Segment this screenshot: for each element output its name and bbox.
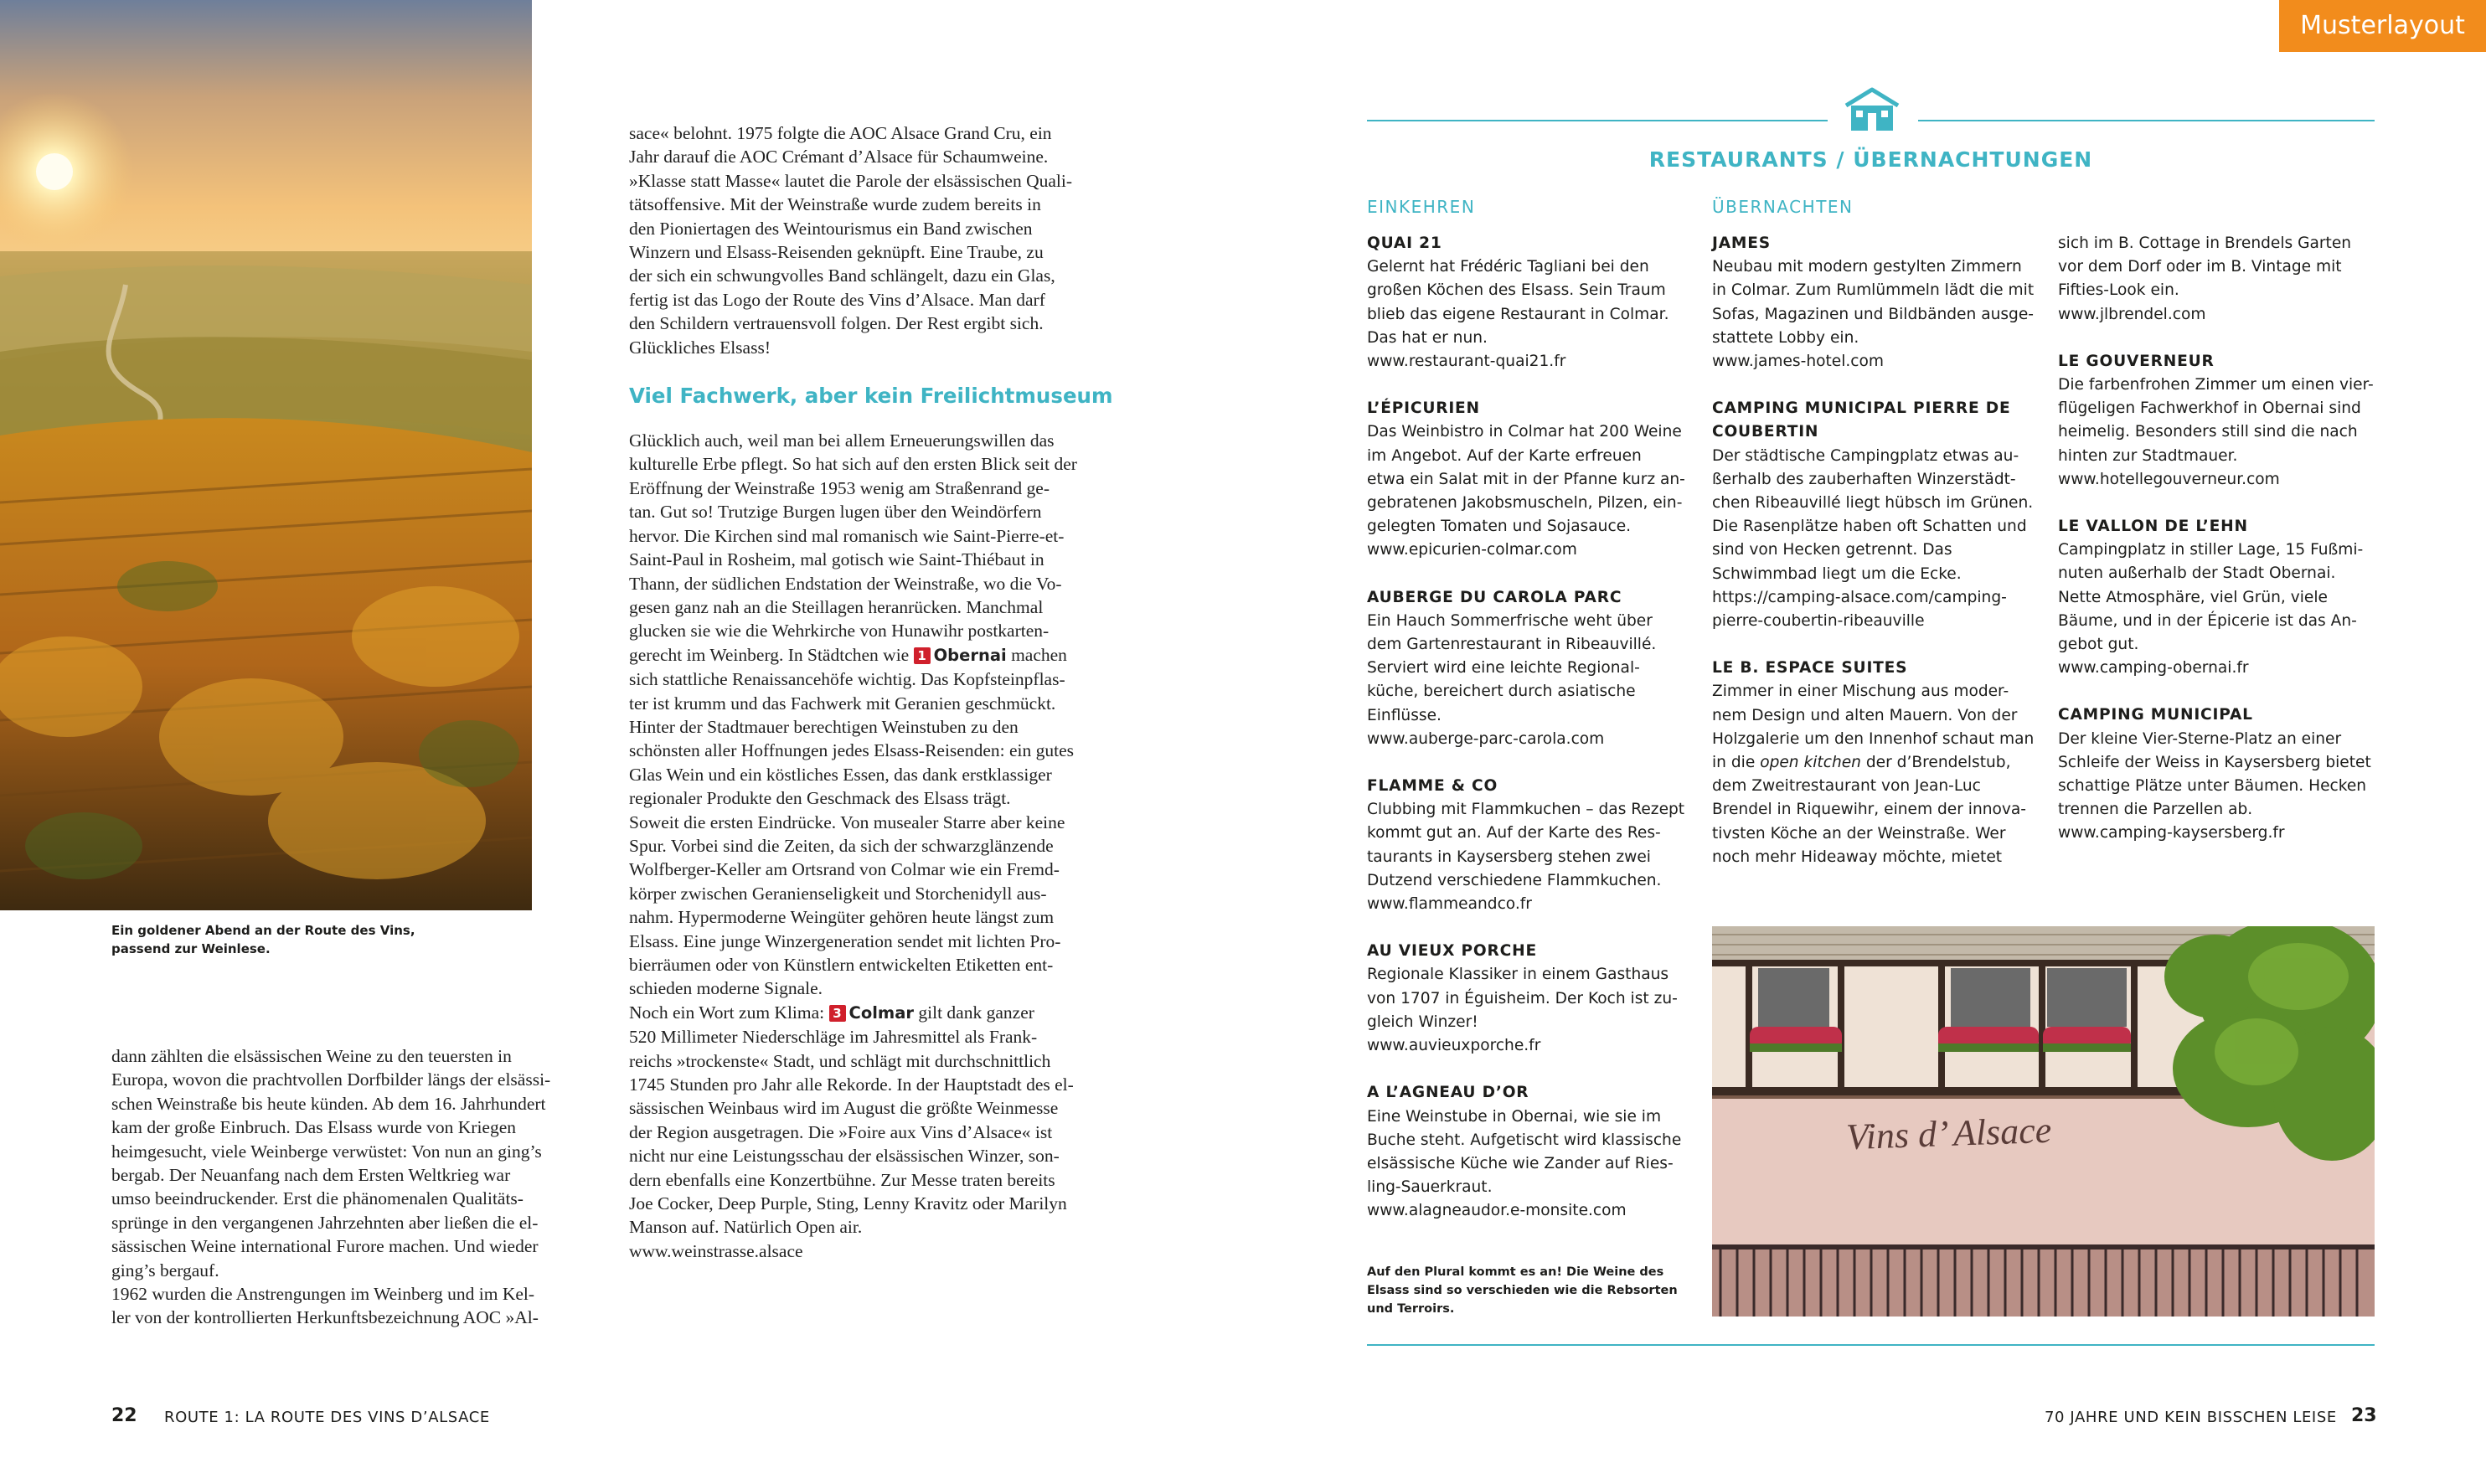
listing-name: AU VIEUX PORCHE: [1367, 942, 1537, 961]
text-line: Glas Wein und ein köstliches Essen, das dank erstklassiger: [629, 764, 1052, 785]
listing-text-line: ling-Sauerkraut.: [1367, 1178, 1493, 1197]
text-line: kam der große Einbruch. Das Elsass wurde von Kriegen: [111, 1117, 517, 1138]
text-line: den Pioniertagen des Weintourismus ein Band zwischen: [629, 218, 1033, 239]
listing-text-line: [1712, 751, 2039, 775]
text-line: tätsoffensive. Mit der Weinstraße wurde zudem bereits in: [629, 194, 1041, 215]
uebernachten-list-a: [1712, 232, 2039, 893]
text-line: 520 Millimeter Niederschläge im Jahresmittel als Frank-: [629, 1027, 1038, 1048]
listing-text-line: Dutzend verschiedene Flammkuchen.: [1367, 871, 1662, 889]
listing-entry: [2058, 350, 2385, 492]
text-line: nahm. Hypermoderne Weingüter gehören heute längst zum: [629, 907, 1055, 928]
listing-text-line: ßerhalb des zauberhaften Winzerstädt-: [1712, 470, 2016, 488]
listing-name-cont: COUBERTIN: [1712, 423, 1819, 441]
body-text-col2-top: [629, 121, 1123, 359]
text-line: sässischen Weine international Furore machen. Und wieder: [111, 1236, 539, 1257]
musterlayout-stamp: [2279, 0, 2486, 52]
listing-text-line: www.epicurien-colmar.com: [1367, 541, 1577, 559]
text-line: Spur. Vorbei sind die Zeiten, da sich der schwarzglänzende: [629, 835, 1054, 856]
listing-text-line: Serviert wird eine leichte Regional-: [1367, 659, 1640, 678]
text-line: Hinter der Stadtmauer berechtigen Weinstuben zu den: [629, 716, 1019, 737]
text-line: ter ist krumm und das Fachwerk mit Geranien geschmückt.: [629, 693, 1056, 714]
listing-text-line: in Colmar. Zum Rumlümmeln lädt die mit: [1712, 281, 2035, 300]
vins-dalsace-photo: [1712, 926, 2375, 1317]
text-line: Europa, wovon die prachtvollen Dorfbilder längs der elsässi-: [111, 1069, 551, 1090]
listing-text-line: Sofas, Magazinen und Bildbänden ausge-: [1712, 305, 2035, 323]
listing-text-line: www.camping-kaysersberg.fr: [2058, 824, 2285, 842]
listing-text-line: Ein Hauch Sommerfrische weht über: [1367, 611, 1653, 630]
listing-text-line: Campingplatz in stiller Lage, 15 Fußmi-: [2058, 541, 2364, 559]
listing-text-line: www.auberge-parc-carola.com: [1367, 729, 1605, 748]
box-title: RESTAURANTS / ÜBERNACHTUNGEN: [1648, 147, 2093, 172]
listing-text-line: Das hat er nun.: [1367, 328, 1488, 347]
listing-text-line: großen Köchen des Elsass. Sein Traum: [1367, 281, 1666, 300]
map-marker-1-icon: 1: [914, 647, 931, 664]
text-line: Winzern und Elsass-Reisenden geknüpft. Eine Traube, zu: [629, 242, 1044, 263]
place-obernai: Obernai: [933, 645, 1007, 665]
listing-entry: [1367, 397, 1694, 562]
listing-text-line: etwa ein Salat mit in der Pfanne kurz an-: [1367, 470, 1685, 488]
listing-text-line: Das Weinbistro in Colmar hat 200 Weine: [1367, 423, 1682, 441]
uebernachten-list-b: [2058, 232, 2385, 869]
listing-name: AUBERGE DU CAROLA PARC: [1367, 588, 1622, 606]
listing-name: L’ÉPICURIEN: [1367, 399, 1480, 418]
text-line: sace« belohnt. 1975 folgte die AOC Alsace Grand Cru, ein: [629, 123, 1052, 143]
text-line: kulturelle Erbe pflegt. So hat sich auf den ersten Blick seit der: [629, 454, 1077, 475]
text-line: sprünge in den vergangenen Jahrzehnten aber ließen die el-: [111, 1212, 539, 1233]
text-line: dern ebenfalls eine Konzertbühne. Zur Messe traten bereits: [629, 1169, 1055, 1190]
einkehren-list: [1367, 232, 1694, 1247]
text-line: schönsten aller Hoffnungen jedes Elsass-Reisenden: ein gutes: [629, 740, 1075, 761]
text-line: ging’s bergauf.: [111, 1260, 219, 1280]
text-line: Jahr darauf die AOC Crémant d’Alsace für Schaumweine.: [629, 147, 1049, 167]
text-line: reichs »trockenste« Stadt, und schlägt mit durchschnittlich: [629, 1050, 1051, 1071]
body-text-col2-a: [629, 429, 1123, 643]
text-line: Eröffnung der Weinstraße 1953 wenig am Straßenrand ge-: [629, 477, 1050, 498]
text-line: der sich ein schwungvolles Band schlängelt, dazu ein Glas,: [629, 265, 1055, 286]
sign-text: Vins d’ Alsace: [1845, 1109, 2053, 1158]
text-line: Joe Cocker, Deep Purple, Sting, Lenny Kravitz oder Marilyn: [629, 1193, 1067, 1214]
subheading: Viel Fachwerk, aber kein Freilichtmuseum: [629, 384, 1113, 409]
listing-text-line: nem Design und alten Mauern. Von der: [1712, 706, 2018, 724]
body-text-col1: [111, 1044, 597, 1330]
listing-entry: [1712, 397, 2039, 633]
listing-text-line: www.alagneaudor.e-monsite.com: [1367, 1202, 1627, 1220]
text-line: tan. Gut so! Trutzige Burgen lugen über den Weindörfern: [629, 502, 1042, 523]
listing-entry: [1367, 940, 1694, 1058]
listing-text-line: schattige Plätze unter Bäumen. Hecken: [2058, 777, 2367, 796]
listing-text-line: Bäume, und in der Épicerie ist das An-: [2058, 611, 2357, 630]
listing-text-line: chen Ribeauvillé liegt hübsch im Grünen.: [1712, 494, 2034, 513]
listing-name: FLAMME & CO: [1367, 777, 1498, 796]
running-footer-right: 70 JAHRE UND KEIN BISSCHEN LEISE: [2045, 1409, 2337, 1426]
listing-text-line: elsässische Küche wie Zander auf Ries-: [1367, 1154, 1674, 1172]
text-line: umso beeindruckender. Erst die phänomenalen Qualitäts-: [111, 1188, 524, 1209]
italic-text: open kitchen: [1760, 754, 1861, 772]
text-line: nicht nur eine Leistungsschau der elsässischen Winzer, son-: [629, 1146, 1060, 1167]
listing-text-line: Gelernt hat Frédéric Tagliani bei den: [1367, 258, 1649, 276]
listing-text-line: Die farbenfrohen Zimmer um einen vier-: [2058, 376, 2374, 394]
listing-text-line: heimelig. Besonders still sind die nach: [2058, 423, 2358, 441]
listing-text-line: dem Zweitrestaurant von Jean-Luc: [1712, 777, 1981, 796]
listing-entry: [1712, 657, 2039, 869]
text-line: Elsass. Eine junge Winzergeneration sendet mit lichten Pro-: [629, 930, 1061, 951]
listing-text-line: blieb das eigene Restaurant in Colmar.: [1367, 305, 1669, 323]
listing-entry: [1367, 775, 1694, 916]
listing-text-line: küche, bereichert durch asiatische: [1367, 683, 1636, 701]
house-icon: [1843, 87, 1901, 134]
box-top-rule-right: [1918, 120, 2375, 121]
listing-text-line: Einflüsse.: [1367, 706, 1442, 724]
listing-text-line: Schwimmbad liegt um die Ecke.: [1712, 564, 1962, 583]
listing-text-line: Clubbing mit Flammkuchen – das Rezept: [1367, 801, 1685, 819]
listing-text-line: www.hotellegouverneur.com: [2058, 470, 2280, 488]
listing-name: LE VALLON DE L’EHN: [2058, 518, 2248, 536]
box-top-rule-left: [1367, 120, 1828, 121]
listing-text-line: gebratenen Jakobsmuscheln, Pilzen, ein-: [1367, 494, 1683, 513]
listing-text-line: taurants in Kaysersberg stehen zwei: [1367, 848, 1651, 866]
listing-text-line: www.james-hotel.com: [1712, 353, 1885, 371]
listing-text-line: im Angebot. Auf der Karte erfreuen: [1367, 446, 1642, 465]
listing-text-line: Neubau mit modern gestylten Zimmern: [1712, 258, 2022, 276]
colmar-line: Noch ein Wort zum Klima: 3 Colmar gilt dank ganzer: [629, 1002, 1034, 1023]
box-bottom-rule: [1367, 1344, 2375, 1346]
text-fragment: in die: [1712, 754, 1761, 772]
listing-name: LE B. ESPACE SUITES: [1712, 659, 1908, 678]
listing-name: A L’AGNEAU D’OR: [1367, 1084, 1529, 1102]
listing-text-line: Holzgalerie um den Innenhof schaut man: [1712, 729, 2035, 748]
listing-name: CAMPING MUNICIPAL: [2058, 706, 2253, 724]
photo-caption-right: Auf den Plural kommt es an! Die Weine des Elsass sind so verschieden wie die Rebsorten und Terroirs.: [1367, 1265, 1678, 1316]
listing-entry: [1367, 586, 1694, 751]
photo-caption-left: Ein goldener Abend an der Route des Vins, passend zur Weinlese.: [111, 923, 415, 956]
text-line: Glücklich auch, weil man bei allem Erneuerungswillen das: [629, 430, 1055, 451]
running-footer-left: ROUTE 1: LA ROUTE DES VINS D’ALSACE: [164, 1409, 490, 1426]
listing-text-line: gebot gut.: [2058, 636, 2139, 654]
listing-text-line: www.flammeandco.fr: [1367, 895, 1532, 914]
listing-name: CAMPING MUNICIPAL PIERRE DE: [1712, 399, 2011, 418]
text-line: schieden moderne Signale.: [629, 978, 823, 999]
listing-text-line: Fifties-Look ein.: [2058, 281, 2179, 300]
listing-text-line: sind von Hecken getrennt. Das: [1712, 541, 1952, 559]
text-line: regionaler Produkte den Geschmack des Elsass trägt.: [629, 788, 1011, 809]
body-text-col2: [629, 121, 1123, 1263]
text-line: Wolfberger-Keller am Ortsrand von Colmar wie ein Fremd-: [629, 859, 1060, 880]
listing-text-line: www.restaurant-quai21.fr: [1367, 353, 1566, 371]
listing-text-line: www.camping-obernai.fr: [2058, 659, 2249, 678]
text-line: körper zwischen Geranienseligkeit und Storchenidyll aus-: [629, 883, 1047, 904]
listing-text-line: Der kleine Vier-Sterne-Platz an einer: [2058, 729, 2342, 748]
text-line: 1962 wurden die Anstrengungen im Weinberg und im Kel-: [111, 1284, 535, 1305]
text-line: bergab. Der Neuanfang nach dem Ersten Weltkrieg war: [111, 1165, 511, 1186]
text-line: Saint-Paul in Rosheim, mal gotisch wie Saint-Thiébaut in: [629, 549, 1044, 570]
listing-text-line: gelegten Tomaten und Sojasauce.: [1367, 518, 1632, 536]
text-line: der Region ausgetragen. Die »Foire aux Vins d’Alsace« ist: [629, 1121, 1053, 1142]
stamp-label: Musterlayout: [2300, 11, 2465, 40]
listing-text-line: tivsten Köche an der Weinstraße. Wer: [1712, 824, 2006, 842]
text-line: bierräumen oder von Künstlern entwickelten Etiketten ent-: [629, 955, 1054, 975]
listing-text-line: trennen die Parzellen ab.: [2058, 801, 2253, 819]
listing-text-line: Brendel in Riquewihr, einem der innova-: [1712, 801, 2026, 819]
text-line: Manson auf. Natürlich Open air.: [629, 1217, 863, 1238]
listing-text-line: sich im B. Cottage in Brendels Garten: [2058, 234, 2352, 252]
listing-entry: [1367, 1081, 1694, 1223]
text-line: gesen ganz nah an die Steillagen heranrücken. Manchmal: [629, 596, 1044, 617]
listing-text-line: Regionale Klassiker in einem Gasthaus: [1367, 966, 1669, 984]
listing-text-line: https://camping-alsace.com/camping-: [1712, 588, 2007, 606]
page-number-left: 22: [111, 1405, 137, 1426]
text-line: sich stattliche Renaissancehöfe wichtig. Das Kopfsteinpflas-: [629, 669, 1065, 690]
text-line: schen Weinstraße bis heute künden. Ab dem 16. Jahrhundert: [111, 1093, 546, 1114]
listing-text-line: pierre-coubertin-ribeauville: [1712, 612, 1925, 631]
map-marker-3-icon: 3: [829, 1005, 846, 1022]
listing-entry: [2058, 703, 2385, 845]
listing-text-line: Der städtische Campingplatz etwas au-: [1712, 446, 2019, 465]
listing-text-line: von 1707 in Éguisheim. Der Koch ist zu-: [1367, 989, 1678, 1007]
text-line: Soweit die ersten Eindrücke. Von musealer Starre aber keine: [629, 812, 1065, 832]
column-heading-uebernachten: ÜBERNACHTEN: [1712, 197, 1854, 217]
body-text-col2-b: [629, 667, 1123, 1001]
listing-text-line: gleich Winzer!: [1367, 1013, 1478, 1031]
listing-text-line: Die Rasenplätze haben oft Schatten und: [1712, 518, 2027, 536]
text-line: »Klasse statt Masse« lautet die Parole der elsässischen Quali-: [629, 170, 1072, 191]
vineyard-photo: [0, 0, 532, 910]
listing-text-line: Nette Atmosphäre, viel Grün, viele: [2058, 588, 2328, 606]
text-line: 1745 Stunden pro Jahr alle Rekorde. In der Hauptstadt des el-: [629, 1074, 1074, 1095]
body-text-col2-c: [629, 1025, 1123, 1263]
listing-name: LE GOUVERNEUR: [2058, 352, 2215, 370]
text-line: glucken sie wie die Wehrkirche von Hunawihr postkarten-: [629, 621, 1050, 642]
page-number-right: 23: [2351, 1405, 2377, 1426]
listing-name: JAMES: [1712, 234, 1771, 252]
text-line: ler von der kontrollierten Herkunftsbezeichnung AOC »Al-: [111, 1307, 539, 1328]
listing-text-line: www.jlbrendel.com: [2058, 305, 2206, 323]
column-heading-einkehren: EINKEHREN: [1367, 197, 1476, 217]
listing-entry-continued: [2058, 232, 2385, 327]
place-colmar: Colmar: [848, 1002, 915, 1023]
listing-text-line: Schleife der Weiss in Kaysersberg bietet: [2058, 753, 2371, 771]
listing-text-line: nuten außerhalb der Stadt Obernai.: [2058, 564, 2336, 583]
listing-name: QUAI 21: [1367, 234, 1442, 252]
text-line: Thann, der südlichen Endstation der Weinstraße, wo die Vo-: [629, 573, 1062, 594]
listing-entry: [1712, 232, 2039, 374]
text-line: sässischen Weinbaus wird im August die größte Weinmesse: [629, 1098, 1059, 1119]
listing-text-line: Eine Weinstube in Obernai, wie sie im: [1367, 1107, 1662, 1126]
text-line: hervor. Die Kirchen sind mal romanisch wie Saint-Pierre-et-: [629, 525, 1065, 546]
text-line: fertig ist das Logo der Route des Vins d’Alsace. Man darf: [629, 289, 1045, 310]
listing-text-line: www.auvieuxporche.fr: [1367, 1037, 1541, 1055]
text-line: heimgesucht, viele Weinberge verwüstet: Von nun an ging’s: [111, 1141, 542, 1162]
obernai-line: gerecht im Weinberg. In Städtchen wie 1 Obernai machen: [629, 644, 1067, 665]
listing-text-line: Buche steht. Aufgetischt wird klassische: [1367, 1131, 1682, 1149]
listing-text-line: stattete Lobby ein.: [1712, 328, 1859, 347]
text-line: Glückliches Elsass!: [629, 337, 771, 358]
listing-text-line: vor dem Dorf oder im B. Vintage mit: [2058, 258, 2342, 276]
listing-text-line: noch mehr Hideaway möchte, mietet: [1712, 848, 2003, 866]
listing-text-line: flügeligen Fachwerkhof in Obernai sind: [2058, 399, 2361, 418]
text-line: www.weinstrasse.alsace: [629, 1240, 803, 1261]
listing-text-line: Zimmer in einer Mischung aus moder-: [1712, 683, 2009, 701]
listing-entry: [2058, 515, 2385, 680]
listing-text-line: kommt gut an. Auf der Karte des Res-: [1367, 824, 1661, 842]
listing-text-line: dem Gartenrestaurant in Ribeauvillé.: [1367, 636, 1657, 654]
text-line: den Schildern vertrauensvoll folgen. Der Rest ergibt sich.: [629, 313, 1044, 334]
listing-text-line: hinten zur Stadtmauer.: [2058, 446, 2238, 465]
text-fragment: der d’Brendelstub,: [1860, 754, 2011, 772]
listing-entry: [1367, 232, 1694, 374]
text-line: dann zählten die elsässischen Weine zu den teuersten in: [111, 1046, 512, 1066]
